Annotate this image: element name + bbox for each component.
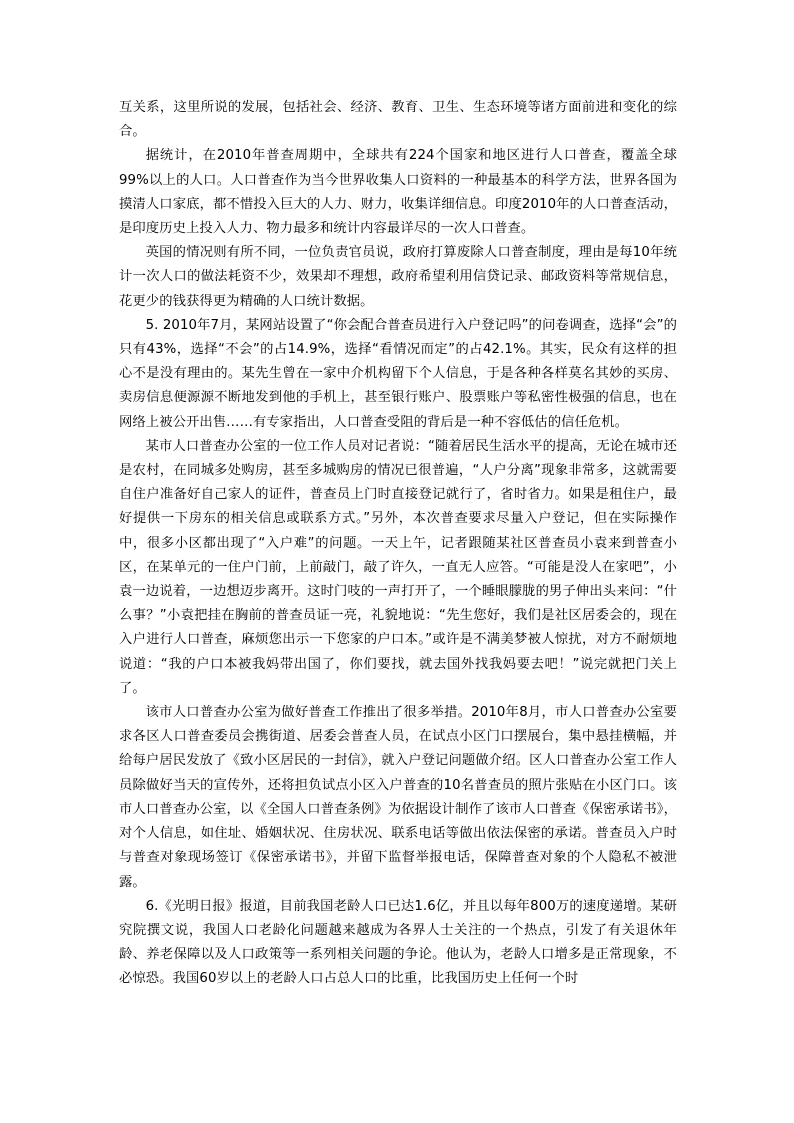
paragraph-3: 英国的情况则有所不同，一位负责官员说，政府打算废除人口普查制度，理由是每10年统计一次人口的做法耗资不少，效果却不理想，政府希望利用信贷记录、邮政资料等常规信息，花更少的钱获得更为精确的人口统计数据。	[119, 245, 677, 309]
paragraph-1: 互关系，这里所说的发展，包括社会、经济、教育、卫生、生态环境等诸方面前进和变化的综合。	[119, 100, 677, 140]
paragraph-6: 该市人口普查办公室为做好普查工作推出了很多举措。2010年8月，市人口普查办公室要求各区人口普查委员会携街道、居委会普查人员，在试点小区门口摆展台，集中悬挂横幅，并给每户居民发放了《致小区居民的一封信》，就入户登记问题做介绍。区人口普查办公室工作人员除做好当天的宣传外，还将担负试点小区入户普查的10名普查员的照片张贴在小区门口。该市人口普查办公室，以《全国人口普查条例》为依据设计制作了该市人口普查《保密承诺书》，对个人信息，如住址、婚姻状况、住房状况、联系电话等做出依法保密的承诺。普查员入户时与普查对象现场签订《保密承诺书》，并留下监督举报电话，保障普查对象的个人隐私不被泄露。	[119, 705, 677, 890]
paragraph-7: 6.《光明日报》报道，目前我国老龄人口已达1.6亿，并且以每年800万的速度递增。某研究院撰文说，我国人口老龄化问题越来越成为各界人士关注的一个热点，引发了有关退休年龄、养老保障以及人口政策等一系列相关问题的争论。他认为，老龄人口增多是正常现象，不必惊恐。我国60岁以上的老龄人口占总人口的比重，比我国历史上任何一个时	[119, 898, 677, 987]
paragraph-4: 5. 2010年7月，某网站设置了“你会配合普查员进行入户登记吗”的问卷调查，选择“会”的只有43%，选择“不会”的占14.9%，选择“看情况而定”的占42.1%。其实，民众有这样的担心不是没有理由的。某先生曾在一家中介机构留下个人信息，于是各种各样莫名其妙的买房、卖房信息便源源不断地发到他的手机上，甚至银行账户、股票账户等私密性极强的信息，也在网络上被公开出售……有专家指出，人口普查受阻的背后是一种不容低估的信任危机。	[119, 317, 677, 430]
document-page	[119, 96, 677, 992]
paragraph-5: 某市人口普查办公室的一位工作人员对记者说：“随着居民生活水平的提高，无论在城市还是农村，在同城多处购房，甚至多城购房的情况已很普遍，“人户分离”现象非常多，这就需要自住户准备好自己家人的证件，普查员上门时直接登记就行了，省时省力。如果是租住户，最好提供一下房东的相关信息或联系方式。”另外，本次普查要求尽量入户登记，但在实际操作中，很多小区都出现了“入户难”的问题。一天上午，记者跟随某社区普查员小袁来到普查小区，在某单元的一住户门前，上前敲门，敲了许久，一直无人应答。“可能是没人在家吧”，小袁一边说着，一边想迈步离开。这时门吱的一声打开了，一个睡眼朦胧的男子伸出头来问：“什么事？”小袁把挂在胸前的普查员证一亮，礼貌地说：“先生您好，我们是社区居委会的，现在入户进行人口普查，麻烦您出示一下您家的户口本。”或许是不满美梦被人惊扰，对方不耐烦地说道：“我的户口本被我妈带出国了，你们要找，就去国外找我妈要去吧！”说完就把门关上了。	[119, 438, 677, 696]
paragraph-2: 据统计，在2010年普查周期中，全球共有224个国家和地区进行人口普查，覆盖全球99%以上的人口。人口普查作为当今世界收集人口资料的一种最基本的科学方法，世界各国为摸清人口家底，都不惜投入巨大的人力、财力，收集详细信息。印度2010年的人口普查活动，是印度历史上投入人力、物力最多和统计内容最详尽的一次人口普查。	[119, 148, 677, 237]
